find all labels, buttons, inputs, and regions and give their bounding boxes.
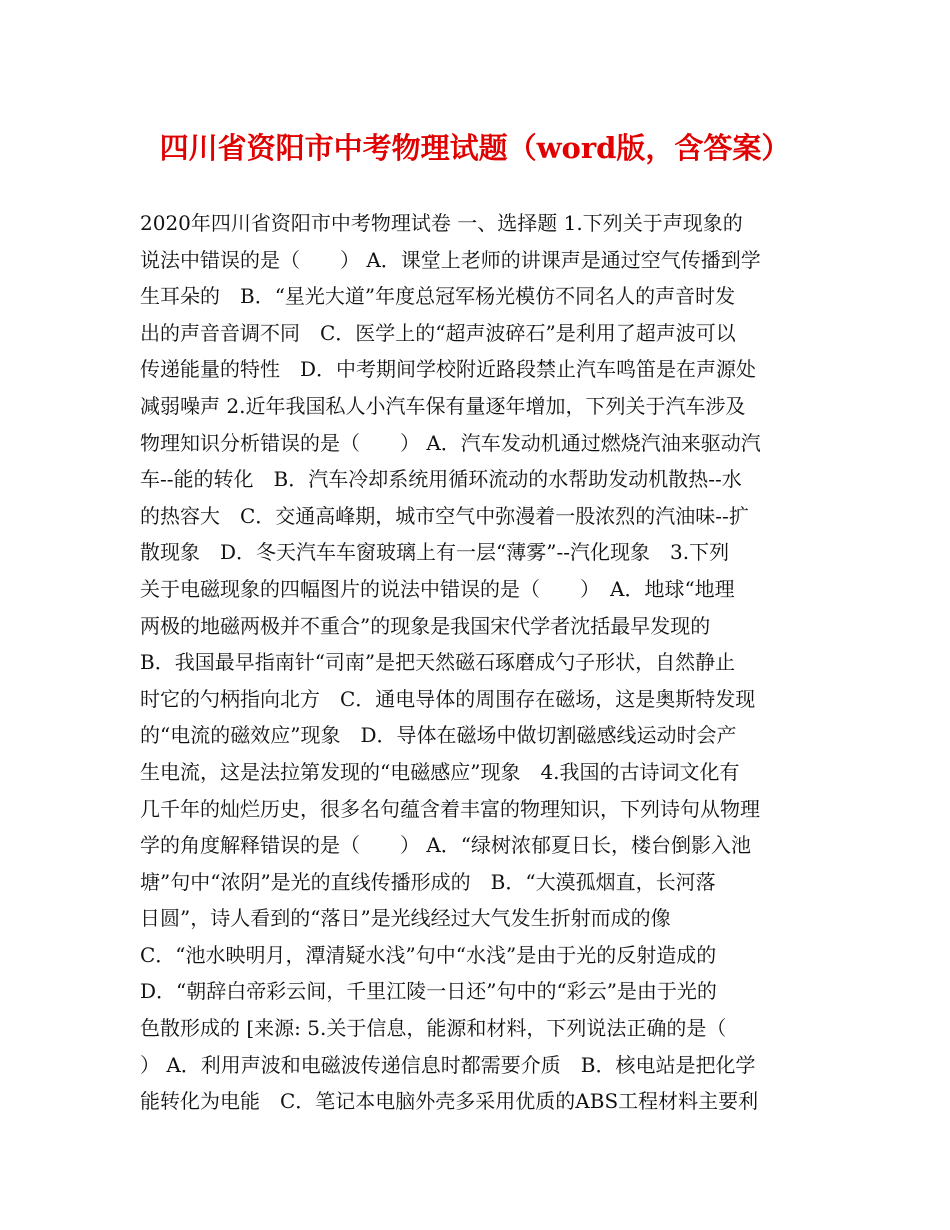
body-line: 生电流，这是法拉第发现的“电磁感应”现象 4.我国的古诗词文化有	[140, 759, 740, 784]
document-title: 四川省资阳市中考物理试题（word版，含答案）	[159, 131, 791, 165]
body-line: 说法中错误的是（ ） A．课堂上老师的讲课声是通过空气传播到学	[140, 247, 761, 272]
body-line: 时它的勺柄指向北方 C．通电导体的周围存在磁场，这是奥斯特发现	[140, 686, 756, 711]
body-line: 物理知识分析错误的是（ ） A．汽车发动机通过燃烧汽油来驱动汽	[140, 430, 761, 455]
body-line: 的热容大 C．交通高峰期，城市空气中弥漫着一股浓烈的汽油味--扩	[140, 503, 749, 528]
body-line: 散现象 D．冬天汽车车窗玻璃上有一层“薄雾”--汽化现象 3.下列	[140, 540, 730, 565]
body-line: ） A．利用声波和电磁波传递信息时都需要介质 B．核电站是把化学	[140, 1052, 756, 1077]
body-line: C．“池水映明月，潭清疑水浅”句中“水浅”是由于光的反射造成的	[140, 942, 717, 967]
body-line: 减弱噪声 2.近年我国私人小汽车保有量逐年增加，下列关于汽车涉及	[140, 393, 746, 418]
document-body	[140, 205, 820, 1120]
body-line: 出的声音音调不同 C．医学上的“超声波碎石”是利用了超声波可以	[140, 320, 736, 345]
body-line: 2020年四川省资阳市中考物理试卷 一、选择题 1.下列关于声现象的	[140, 211, 743, 235]
body-line: 两极的地磁两极并不重合”的现象是我国宋代学者沈括最早发现的	[140, 613, 711, 638]
body-line: 的“电流的磁效应”现象 D．导体在磁场中做切割磁感线运动时会产	[140, 723, 737, 748]
body-line: 关于电磁现象的四幅图片的说法中错误的是（ ） A．地球“地理	[140, 576, 735, 601]
body-line: 色散形成的 [来源: 5.关于信息，能源和材料，下列说法正确的是（	[140, 1016, 727, 1041]
body-line: 塘”句中“浓阴”是光的直线传播形成的 B．“大漠孤烟直，长河落	[140, 869, 716, 894]
body-line: D．“朝辞白帝彩云间，千里江陵一日还”句中的“彩云”是由于光的	[140, 979, 717, 1004]
body-line: B．我国最早指南针“司南”是把天然磁石琢磨成勺子形状，自然静止	[140, 650, 736, 675]
body-line: 能转化为电能 C．笔记本电脑外壳多采用优质的ABS工程材料主要利	[140, 1089, 759, 1114]
body-line: 几千年的灿烂历史，很多名句蕴含着丰富的物理知识，下列诗句从物理	[140, 796, 760, 821]
body-line: 传递能量的特性 D．中考期间学校附近路段禁止汽车鸣笛是在声源处	[140, 357, 757, 382]
body-line: 生耳朵的 B．“星光大道”年度总冠军杨光模仿不同名人的声音时发	[140, 284, 736, 309]
body-line: 学的角度解释错误的是（ ） A．“绿树浓郁夏日长，楼台倒影入池	[140, 833, 752, 858]
body-line: 车--能的转化 B．汽车冷却系统用循环流动的水帮助发动机散热--水	[140, 467, 742, 492]
body-line: 日圆”，诗人看到的“落日”是光线经过大气发生折射而成的像	[140, 906, 671, 931]
